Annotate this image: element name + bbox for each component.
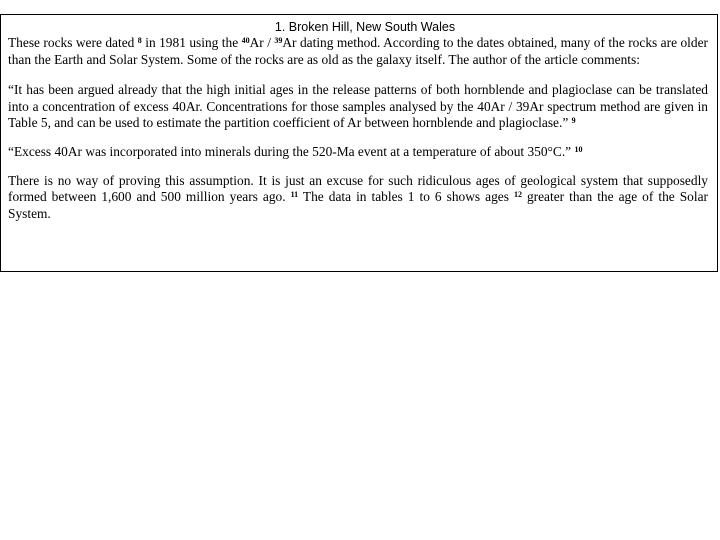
quote-520-ma-event: “Excess 40Ar was incorporated into minerals during the 520-Ma event at a temperature of about 350°C.” $^{10}$ <box>8 143 583 159</box>
reference-10: 10 <box>574 144 583 154</box>
reference-11: 11 <box>290 190 299 200</box>
isotope-40: 40 <box>241 36 250 45</box>
paragraph-dating-intro: These rocks were dated $^8$ in 1981 using the $^{40}$Ar / $^{39}$Ar dating method. According to the dates obtained, many of the rocks are older than the Earth and Solar System. Some of the rocks are as old as the galaxy itself. The author of the article comments: <box>8 35 708 67</box>
paragraph-author-rebuttal: There is no way of proving this assumption. It is just an excuse for such ridiculous ages of geological system that supposedly formed between 1,600 and 500 million years ago. $^{11}$ The data in tables 1 to 6 shows ages $^{12}$ greater than the age of the Solar System. <box>8 172 708 221</box>
quote-excess-argon: “It has been argued already that the high initial ages in the release patterns of both hornblende and plagioclase can be translated into a concentration of excess 40Ar. Concentrations for those samples analysed by the 40Ar / 39Ar spectrum method are given in Table 5, and can be used to estimate the partition coefficient of Ar between hornblende and plagioclase.” $^9$ <box>8 82 708 131</box>
isotope-39: 39 <box>274 36 283 45</box>
reference-8: 8 <box>137 36 142 45</box>
section-heading: 1. Broken Hill, New South Wales <box>274 20 456 34</box>
reference-12: 12 <box>513 190 522 200</box>
reference-9: 9 <box>571 116 576 126</box>
text-box <box>0 14 718 272</box>
